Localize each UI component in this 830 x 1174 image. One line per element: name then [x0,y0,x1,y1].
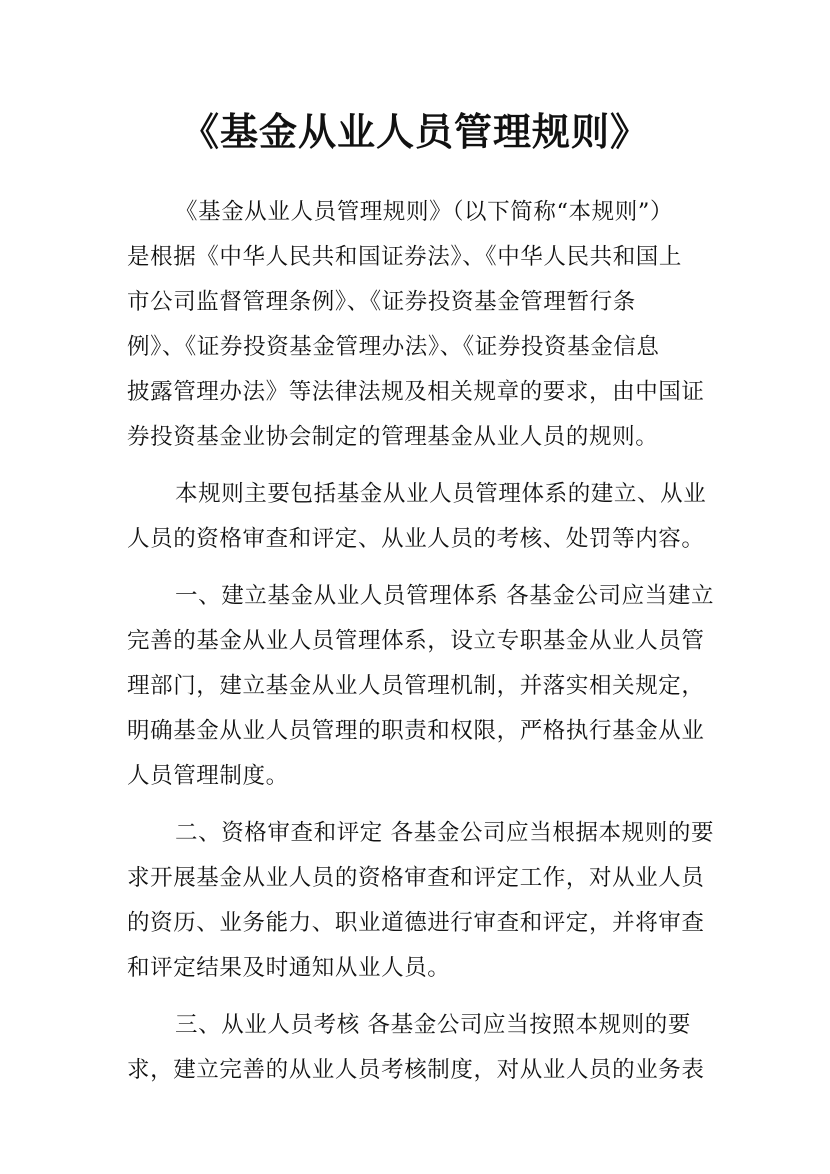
paragraph-line: 求，建立完善的从业人员考核制度，对从业人员的业务表 [127,1057,705,1083]
paragraph-line: 理部门，建立基金从业人员管理机制，并落实相关规定， [127,673,705,699]
paragraph-spacer [127,799,702,811]
paragraph-line: 《基金从业人员管理规则》（以下简称“本规则”） [175,199,674,225]
paragraph-line: 和评定结果及时通知从业人员。 [127,955,451,981]
paragraph-line: 例》、《证券投资基金管理办法》、《证券投资基金信息 [127,334,660,360]
paragraph-spacer [127,562,702,574]
paragraph-4 [127,811,715,991]
paragraph-line: 本规则主要包括基金从业人员管理体系的建立、从业 [175,481,707,507]
paragraph-spacer [127,991,702,1003]
paragraph-line: 求开展基金从业人员的资格审查和评定工作，对从业人员 [127,865,705,891]
paragraph-line: 披露管理办法》等法律法规及相关规章的要求，由中国证 [127,379,705,405]
paragraph-1 [127,190,705,460]
paragraph-line: 明确基金从业人员管理的职责和权限，严格执行基金从业 [127,718,705,744]
paragraph-line: 人员管理制度。 [127,763,289,789]
document-title: 《基金从业人员管理规则》 [180,110,649,154]
paragraph-line: 一、建立基金从业人员管理体系 各基金公司应当建立 [175,583,715,609]
paragraph-3 [127,574,715,799]
paragraph-2 [127,472,707,562]
paragraph-spacer [127,460,702,472]
paragraph-line: 的资历、业务能力、职业道德进行审查和评定，并将审查 [127,910,705,936]
paragraph-line: 二、资格审查和评定 各基金公司应当根据本规则的要 [175,820,715,846]
paragraph-line: 三、从业人员考核 各基金公司应当按照本规则的要 [175,1012,691,1038]
paragraph-line: 券投资基金业协会制定的管理基金从业人员的规则。 [127,424,659,450]
paragraph-line: 市公司监督管理条例》、《证券投资基金管理暂行条 [127,289,636,315]
paragraph-line: 人员的资格审查和评定、从业人员的考核、处罚等内容。 [127,526,705,552]
paragraph-5 [127,1003,705,1093]
paragraph-line: 完善的基金从业人员管理体系，设立专职基金从业人员管 [127,628,705,654]
paragraph-line: 是根据《中华人民共和国证券法》、《中华人民共和国上 [127,244,683,270]
document-body [127,190,715,1093]
